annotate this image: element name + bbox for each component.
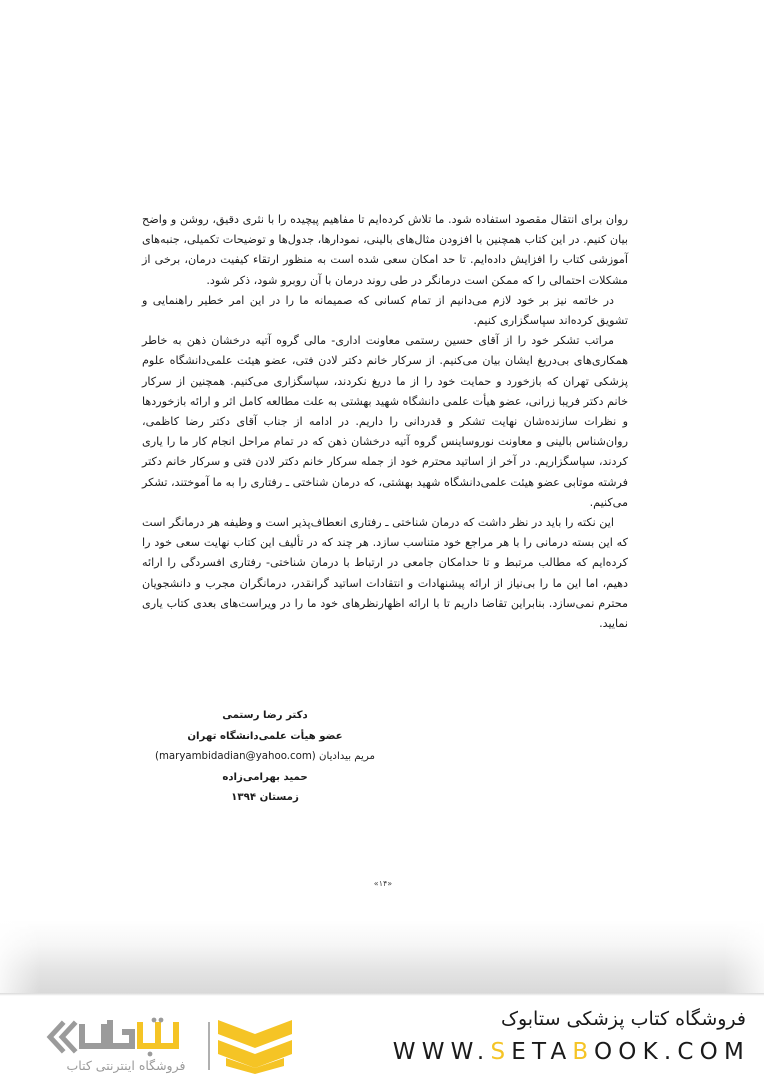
page-number: «۱۴»: [373, 879, 393, 888]
url-suffix: OOK.COM: [593, 1039, 750, 1065]
signature-date: زمستان ۱۳۹۴: [231, 792, 299, 803]
setabook-wordmark-icon: [40, 1016, 200, 1058]
store-url[interactable]: [393, 1039, 750, 1065]
logo-divider: [208, 1022, 210, 1070]
paragraph-1: روان برای انتقال مقصود استفاده شود. ما تلاش کرده‌ایم تا مفاهیم پیچیده را با نثری دقیق، روشن و واضح بیان کنیم. در این کتاب همچنین با افزودن مثال‌های بالینی، نمودارها، جدول‌ها و توضیحات تکمیلی، جنبه‌های آموزشی کتاب را افزایش داده‌ایم. تا حد امکان سعی شده است به منظور ارتقاء کیفیت درمان، برخی از مشکلات احتمالی را که ممکن است درمانگر در طی روند درمان با آن روبرو شود، ذکر شود.: [142, 213, 628, 287]
paragraph-4: این نکته را باید در نظر داشت که درمان شناختی ـ رفتاری انعطاف‌پذیر است و وظیفه هر درمانگر است که این بسته درمانی را با هر مراجع خود متناسب سازد. هر چند که در تألیف این کتاب نهایت سعی خود را کرده‌ایم که مطالب مرتبط و تا حدامکان جامعی در ارتباط با درمان شناختی- رفتاری افسردگی را ارائه دهیم، اما این ما را بی‌نیاز از ارائه پیشنهادات و انتقادات اساتید گرانقدر، درمانگران مجرب و دانشجویان محترم نمی‌سازد. بنابراین تقاضا داریم تا با ارائه اظهارنظرهای خود ما را در ویراست‌های بعدی کتاب یاری نمایید.: [142, 516, 628, 631]
store-title: فروشگاه کتاب پزشکی ستابوک: [500, 1008, 746, 1030]
preface-text: [142, 210, 628, 634]
author-signature: [150, 706, 380, 809]
url-letter-s: S: [490, 1039, 512, 1065]
author-2: [150, 747, 380, 768]
author-affiliation-1: عضو هیأت علمی‌دانشگاه تهران: [187, 730, 343, 742]
author-name-2: مریم بیدادیان: [318, 751, 375, 762]
paragraph-2: در خاتمه نیز بر خود لازم می‌دانیم از تمام کسانی که صمیمانه ما را در این امر خطیر راهنمایی و تشویق کرده‌اند سپاسگزاری کنیم.: [142, 293, 628, 328]
book-chevron-icon: [218, 1020, 292, 1074]
author-name-1: دکتر رضا رستمی: [222, 710, 308, 721]
setabook-logo: [38, 1016, 298, 1078]
url-letter-b: B: [572, 1039, 594, 1065]
logo-tagline: فروشگاه اینترنتی کتاب: [66, 1058, 186, 1073]
url-eta: ETA: [511, 1039, 573, 1065]
author-email-2: (maryambidadian@yahoo.com): [155, 751, 316, 762]
url-prefix: WWW.: [392, 1039, 491, 1065]
paragraph-3: مراتب تشکر خود را از آقای حسین رستمی معاونت اداری- مالی گروه آتیه درخشان ذهن به خاطر همکاری‌های بی‌دریغ ایشان بیان می‌کنیم. از سرکار خانم دکتر لادن فتی، عضو هیئت علمی‌دانشگاه علوم پزشکی تهران که بازخورد و حمایت خود را از ما دریغ نکردند، سپاسگزاری می‌کنیم. همچنین از سرکار خانم دکتر فریبا زرانی، عضو هیأت علمی دانشگاه شهید بهشتی به علت مطالعه کامل اثر و ارائه بازخوردها و نظرات سازنده‌شان نهایت تشکر و قدردانی را داریم. در ادامه از جناب آقای دکتر رضا کاظمی، روان‌شناس بالینی و معاونت نوروساینس گروه آتیه درخشان ذهن که در تمام مراحل انجام کار ما را یاری کردند، سپاسگزاریم. در آخر از اساتید محترم خود از جمله سرکار خانم دکتر لادن فتی و سرکار خانم دکتر فرشته موتابی عضو هیئت علمی‌دانشگاه شهید بهشتی، که درمان شناختی ـ رفتاری را به ما آموختند، تشکر می‌کنیم.: [142, 334, 628, 509]
watermark-footer: [0, 996, 764, 1080]
author-name-3: حمید بهرامی‌زاده: [222, 771, 308, 783]
